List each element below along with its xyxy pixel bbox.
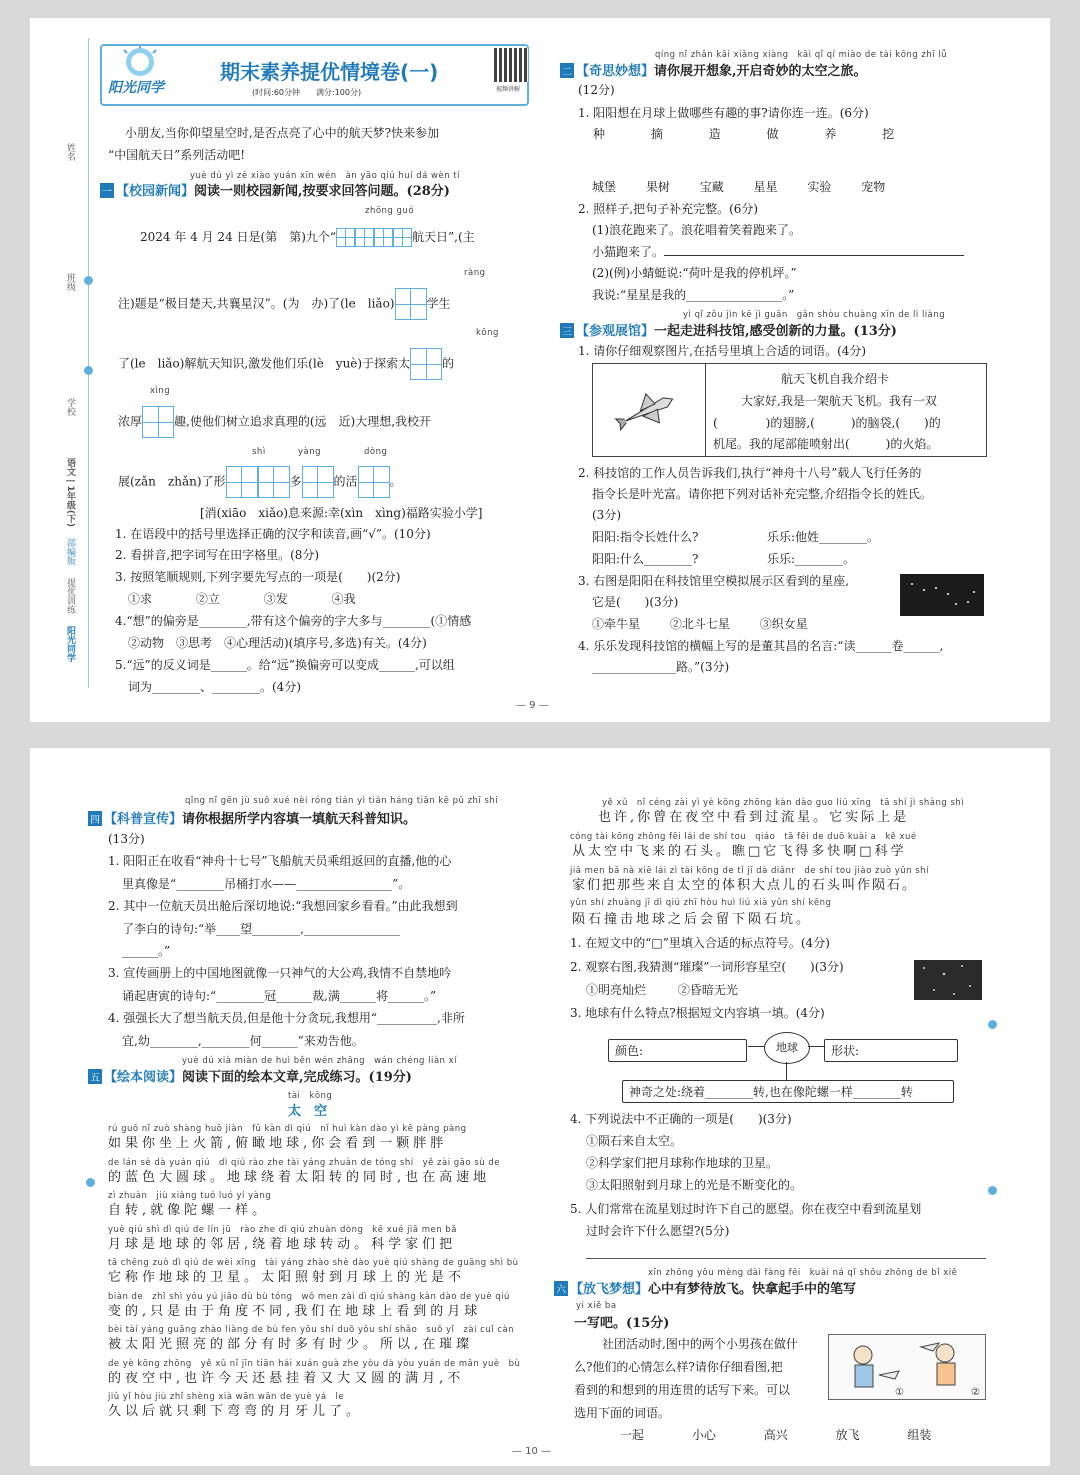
question-2-1: 1. 阳阳想在月球上做哪些有趣的事?请你连一连。(6分): [578, 106, 869, 120]
pinyin-yang: yàng: [298, 447, 322, 457]
svg-text:②: ②: [971, 1387, 980, 1398]
question-3-1: 1. 请你仔细观察图片,在括号里填上合适的词语。(4分): [578, 344, 867, 358]
verb-item[interactable]: 摘: [650, 127, 663, 141]
story-title: 太 空: [288, 1104, 328, 1119]
story-line: 月球是地球的邻居,绕着地球转动。科学家们把: [108, 1236, 457, 1252]
section5-heading: [88, 1066, 412, 1085]
card-line: ( )的翅膀,( )的脑袋,( )的: [713, 416, 941, 430]
connector-line: [786, 1062, 787, 1080]
pinyin-rang: ràng: [464, 268, 486, 278]
word-bank: [620, 1426, 931, 1443]
story-line: 如果你坐上火箭,俯瞰地球,你会看到一颗胖胖: [108, 1136, 448, 1151]
boys-flying-plane-image: [828, 1334, 986, 1400]
writing-prompt: 选用下面的词语。: [574, 1406, 671, 1420]
noun-item[interactable]: 城堡: [592, 180, 617, 194]
story-title-pinyin: tài kōng: [288, 1091, 333, 1101]
color-label: 颜色:: [615, 1044, 644, 1058]
word-option: 一起: [620, 1428, 645, 1442]
question-4-4-a: 4. 强强长大了想当航天员,但是他十分贪玩,我想用“__________,非所: [108, 1011, 465, 1025]
word-option: 放飞: [835, 1428, 860, 1442]
question-1-1: 1. 在语段中的括号里选择正确的汉字和读音,画“√”。(10分): [115, 527, 431, 541]
option[interactable]: ②北斗七星: [669, 617, 730, 631]
section5-pinyin: yuè dú xià miàn de huì běn wén zhāng wán chéng liàn xí: [182, 1056, 458, 1066]
news-line-1: [140, 228, 475, 247]
option[interactable]: ①陨石来自太空。: [586, 1134, 683, 1148]
punch-hole-dot: [988, 1020, 997, 1029]
space-shuttle-icon: [593, 364, 705, 456]
stars-icon: [900, 574, 984, 616]
question-3-3-a: 3. 右图是阳阳在科技馆里空模拟展示区看到的星座,: [578, 574, 850, 588]
story-line: 的蓝色大圆球。地球绕着太阳转的同时,也在高速地: [108, 1169, 491, 1185]
section2-pinyin: qíng nǐ zhǎn kāi xiǎng xiàng kāi qǐ qí miào de tài kōng zhī lǚ: [655, 50, 948, 60]
binding-line: [88, 38, 89, 688]
option[interactable]: ①牵牛星: [592, 617, 641, 631]
magic-label: 神奇之处:绕着________转,也在像陀螺一样________转: [629, 1085, 913, 1099]
page-number: — 10 —: [512, 1446, 552, 1457]
story-pinyin: jiǔ yǐ hòu jiù zhǐ shèng xià wān wān de yuè yá le: [108, 1392, 345, 1402]
option[interactable]: ③织女星: [759, 617, 808, 631]
name-label: 姓名: [65, 143, 75, 161]
question-5-3: 3. 地球有什么特点?根据短文内容填一填。(4分): [570, 1006, 825, 1020]
section4-heading: [88, 808, 416, 827]
section4-score: (13分): [108, 832, 145, 846]
tianzige-box[interactable]: [393, 228, 412, 247]
section-title: 【科普宣传】: [104, 812, 183, 827]
qr-label: 视频讲解: [496, 86, 521, 93]
verb-item[interactable]: 种: [593, 127, 606, 141]
story-pinyin: rú guǒ nǐ zuò shàng huǒ jiàn fǔ kàn dì qiú nǐ huì kàn dào yì kē pàng pàng: [108, 1124, 467, 1134]
shuttle-image: [593, 364, 706, 456]
school-label: 学校: [65, 398, 75, 416]
option[interactable]: ①明亮灿烂: [586, 983, 647, 997]
story-line: 自转,就像陀螺一样。: [108, 1203, 270, 1218]
news-text: 航天日”,(主: [412, 230, 475, 244]
story-line: 的夜空中,也许今天还悬挂着又大又圆的满月,不: [108, 1370, 465, 1386]
subject-label: 语文 | 1年级(下): [65, 458, 75, 528]
sentence-stem: 小猫跑来了。: [592, 245, 665, 259]
news-line-4: [118, 406, 431, 438]
question-3-4-b: ______________路。”(3分): [592, 660, 730, 674]
page-10: [30, 748, 1050, 1466]
section-instruction: 请你根据所学内容填一填航天科普知识。: [182, 812, 417, 827]
verb-item[interactable]: 挖: [882, 127, 895, 141]
product-label: 阳光同学: [65, 626, 75, 662]
section3-heading: [560, 320, 897, 339]
q3-options: [128, 590, 356, 607]
question-1-4-a: 4.“想”的偏旁是________,带有这个偏旁的字大多与________(①情感: [115, 614, 472, 628]
story-line: 也许,你曾在夜空中看到过流星。它实际上是: [598, 810, 910, 825]
connect-bottom-row: [592, 178, 885, 195]
intro-line-1: 小朋友,当你仰望星空时,是否点亮了心中的航天梦?快来参加: [125, 126, 440, 140]
earth-shape-box[interactable]: [824, 1039, 958, 1062]
question-4-4-b: 宜,幼________,________何______”来劝告他。: [122, 1034, 364, 1048]
section-number: 五: [88, 1069, 102, 1084]
option[interactable]: ③发: [263, 592, 288, 606]
word-option: 高兴: [763, 1428, 788, 1442]
answer-line[interactable]: [664, 255, 964, 256]
section1-pinyin: yuè dú yì zé xiào yuán xīn wén àn yāo qiú huí dá wèn tí: [190, 171, 460, 181]
connector-line: [808, 1046, 824, 1047]
section2-heading: [560, 60, 867, 79]
section-title: 【奇思妙想】: [576, 64, 655, 79]
news-text: 2024 年 4 月 24 日是(第 第)九个“: [140, 230, 337, 244]
story-pinyin: zì zhuàn jiù xiàng tuó luó yí yàng: [108, 1191, 272, 1201]
writing-prompt: 看到的和想到的用连贯的话写下来。可以: [574, 1383, 791, 1397]
exam-title: 期末素养提优情境卷(一): [220, 60, 439, 84]
section6-instruction-2: 一写吧。(15分): [574, 1316, 670, 1331]
binding-margin: [30, 18, 92, 722]
question-4-1-b: 里真像是“________吊桶打水——________________”。: [122, 877, 411, 891]
question-1-3: 3. 按照笔顺规则,下列字要先写点的一项是( )(2分): [115, 570, 401, 584]
tianzige-box[interactable]: [142, 406, 174, 438]
question-5-5-b: 过时会许下什么愿望?(5分): [586, 1224, 730, 1238]
section-number: 二: [560, 63, 574, 78]
tianzige-box[interactable]: [358, 466, 390, 498]
section-title: 【校园新闻】: [116, 184, 195, 199]
tianzige-box[interactable]: [302, 466, 334, 498]
section1-heading: [100, 180, 450, 199]
question-4-3-a: 3. 宣传画册上的中国地图就像一只神气的大公鸡,我情不自禁地吟: [108, 966, 452, 980]
news-line-3: [118, 348, 454, 380]
question-2-2: 2. 照样子,把句子补充完整。(6分): [578, 202, 759, 216]
news-text: 多: [289, 474, 302, 489]
section-number: 四: [88, 811, 102, 826]
news-line-5: [118, 466, 402, 498]
option[interactable]: ③太阳照射到月球上的光是不断变化的。: [586, 1178, 803, 1192]
page-number: — 9 —: [516, 700, 549, 711]
question-4-2-c: ______。”: [122, 944, 171, 958]
constellation-image: [900, 574, 984, 616]
news-source: [消(xiāo xiǎo)息来源:幸(xìn xìng)福路实验小学]: [200, 506, 483, 520]
question-3-2-b: 指令长是叶光富。请你把下列对话补充完整,介绍指令长的姓氏。: [592, 487, 932, 501]
example-sentence-2: (2)(例)小蜻蜓说:“荷叶是我的停机坪。”: [592, 266, 797, 280]
section-instruction: 一起走进科技馆,感受创新的力量。(13分): [654, 324, 897, 339]
stars-icon: [914, 960, 982, 1000]
story-pinyin: de lán sè dà yuán qiú dì qiú rào zhe tài yáng zhuàn de tóng shí yě zài gāo sù de: [108, 1157, 500, 1168]
question-1-5-a: 5.“远”的反义词是______。给“远”换偏旁可以变成______,可以组: [115, 658, 455, 672]
exam-subtitle: (时间:60分钟 满分:100分): [252, 88, 362, 97]
question-5-1: 1. 在短文中的“□”里填入合适的标点符号。(4分): [570, 936, 830, 950]
punch-hole-dot: [86, 1178, 95, 1187]
story-pinyin: yě xǔ nǐ céng zài yì yè kōng zhōng kàn dào guo liú xīng tā shí jì shàng shì: [602, 798, 965, 808]
news-text: 学生: [426, 296, 451, 311]
story-pinyin: yǔn shí zhuàng jī dì qiú zhī hòu huì liú xià yǔn shí kēng: [570, 898, 832, 908]
word-option: 组装: [907, 1428, 932, 1442]
tianzige-box[interactable]: [258, 466, 290, 498]
question-5-5-a: 5. 人们常常在流星划过时许下自己的愿望。你在夜空中看到流星划: [570, 1202, 922, 1216]
question-5-4: 4. 下列说法中不正确的一项是( )(3分): [570, 1112, 792, 1126]
shuttle-intro-card: [592, 363, 987, 457]
section3-pinyin: yì qǐ zǒu jìn kē jì guǎn gǎn shòu chuàng xīn de lì liàng: [683, 310, 946, 320]
earth-magic-box[interactable]: [622, 1080, 954, 1103]
section-title: 【参观展馆】: [576, 324, 655, 339]
connector-line: [748, 1046, 764, 1047]
tianzige-box[interactable]: [226, 466, 258, 498]
section-instruction: 请你展开想象,开启奇妙的太空之旅。: [654, 64, 867, 79]
series-label: 提优训练: [65, 578, 75, 614]
section-title: 【绘本阅读】: [104, 1070, 183, 1085]
card-line: 大家好,我是一架航天飞机。我有一双: [741, 394, 937, 408]
noun-item[interactable]: 果树: [645, 180, 670, 194]
earth-color-box[interactable]: [608, 1039, 747, 1062]
punch-hole-dot: [84, 276, 93, 285]
verb-item[interactable]: 造: [708, 127, 721, 141]
option[interactable]: ②立: [195, 592, 220, 606]
section6-pinyin-2: yi xiě ba: [576, 1301, 617, 1311]
story-line: 家们把那些来自太空的体积大点儿的石头叫作陨石。: [572, 878, 918, 893]
news-text: 浓厚: [118, 414, 143, 429]
pinyin-dong: dòng: [364, 447, 388, 457]
story-pinyin: biàn de zhǐ shì yóu yú jiǎo dù bù tóng wǒ men zài dì qiú shàng kàn dào de yuè qiú: [108, 1291, 510, 1302]
story-pinyin: yuè qiú shì dì qiú de lín jū rào zhe dì qiú zhuàn dòng kē xué jiā men bǎ: [108, 1224, 457, 1235]
class-label: 班级: [65, 273, 75, 291]
story-line: 从太空中飞来的石头。瞧□它飞得多快啊□科学: [572, 844, 907, 859]
writing-prompt: 么?他们的心情怎么样?请你仔细看图,把: [574, 1360, 783, 1374]
news-text: 注)题是“极目楚天,共襄星汉”。(为 办)了(le liǎo): [118, 296, 395, 311]
starry-sky-image: [914, 960, 982, 1000]
section6-pinyin: xīn zhōng yǒu mèng dài fàng fēi kuài ná qǐ shǒu zhōng de bǐ xiě: [648, 1268, 958, 1278]
section-number: 六: [554, 1281, 568, 1296]
question-3-4-a: 4. 乐乐发现科技馆的横幅上写的是董其昌的名言:“读______卷______,: [578, 639, 944, 653]
option[interactable]: ②科学家们把月球称作地球的卫星。: [586, 1156, 779, 1170]
option[interactable]: ①求: [128, 592, 153, 606]
dialog-line: 乐乐:________。: [767, 552, 856, 566]
punch-hole-dot: [84, 366, 93, 375]
story-line: 陨石撞击地球之后会留下陨石坑。: [572, 912, 813, 927]
story-line: 久以后就只剩下弯弯的月牙儿了。: [108, 1404, 364, 1419]
news-text: 的活: [333, 474, 358, 489]
punch-hole-dot: [988, 1186, 997, 1195]
news-text: 趣,使他们树立追求真理的(远 近)大理想,我校开: [174, 414, 432, 429]
story-line: 变的,只是由于角度不同,我们在地球上看到的月球: [108, 1303, 482, 1319]
story-pinyin: jiā men bǎ nà xiē lái zì tài kōng de tǐ jī dà diǎnr de shí tou jiào zuò yǔn shí: [570, 866, 929, 876]
tianzige-box[interactable]: [336, 228, 355, 247]
tianzige-box[interactable]: [395, 288, 427, 320]
section-instruction: 阅读一则校园新闻,按要求回答问题。(28分): [194, 184, 450, 199]
answer-line[interactable]: [586, 1258, 986, 1259]
tianzige-box[interactable]: [410, 348, 442, 380]
card-line: 机尾。我的尾部能喷射出( )的火焰。: [713, 437, 939, 451]
pinyin-shi: shì: [252, 447, 266, 457]
news-text: 。: [389, 474, 402, 489]
section-number: 三: [560, 323, 574, 338]
word-option: 小心: [691, 1428, 716, 1442]
story-line: 被太阳光照亮的部分有时多有时少。所以,在璀璨: [108, 1337, 474, 1352]
dialog-line: 乐乐:他姓________。: [767, 530, 880, 544]
verb-item[interactable]: 做: [766, 127, 779, 141]
question-3-3-b: 它是( )(3分): [592, 595, 679, 609]
question-3-2-c: (3分): [592, 508, 621, 522]
pinyin-xing: xìng: [150, 386, 171, 396]
dialog-line: 阳阳:什么________?: [592, 552, 699, 566]
card-title: 航天飞机自我介绍卡: [781, 372, 890, 386]
question-5-2: 2. 观察右图,我猜测“璀璨”一词形容星空( )(3分): [570, 960, 844, 974]
noun-item[interactable]: 实验: [807, 180, 832, 194]
qr-code-icon[interactable]: [494, 48, 528, 82]
edition-label: 部编版: [65, 538, 75, 565]
noun-item[interactable]: 星星: [753, 180, 778, 194]
story-pinyin: cóng tài kōng zhōng fēi lái de shí tou qiáo tā fēi de duō kuài a kě xué: [570, 832, 917, 842]
kids-illustration-icon: [829, 1335, 985, 1399]
question-1-4-b: ②动物 ③思考 ④心理活动)(填序号,多选)有关。(4分): [128, 636, 427, 650]
story-pinyin: bèi tài yáng guāng zhào liàng de bù fen yǒu shí duō yǒu shí shǎo suǒ yǐ zài cuǐ càn: [108, 1325, 515, 1335]
option[interactable]: ④我: [331, 592, 356, 606]
story-line: 它称作地球的卫星。太阳照射到月球上的光是不: [108, 1270, 466, 1285]
page-9: [30, 18, 1050, 722]
noun-item[interactable]: 宠物: [861, 180, 886, 194]
section-instruction: 心中有梦待放飞。快拿起手中的笔写: [648, 1282, 857, 1297]
earth-circle: 地球: [764, 1032, 810, 1064]
question-4-1-a: 1. 阳阳正在收看“神舟十七号”飞船航天员乘组返回的直播,他的心: [108, 854, 452, 868]
question-1-5-b: 词为________、________。(4分): [128, 680, 301, 694]
story-pinyin: de yè kōng zhōng yě xǔ nǐ jīn tiān hái xuán guà zhe yòu dà yòu yuán de mǎn yuè bù: [108, 1358, 521, 1369]
news-text: 的: [442, 356, 455, 371]
news-line-2: [118, 288, 451, 320]
section-number: 一: [100, 183, 114, 198]
writing-prompt: 社团活动时,图中的两个小男孩在做什: [602, 1337, 798, 1351]
connect-top-row: [593, 125, 894, 142]
section-instruction: 阅读下面的绘本文章,完成练习。(19分): [182, 1070, 412, 1085]
example-sentence: (1)浪花跑来了。浪花唱着笑着跑来了。: [592, 223, 801, 237]
question-4-3-b: 诵起唐寅的诗句:“________冠______裁,满______将______。”: [122, 989, 437, 1003]
q5-2-options: [586, 981, 738, 998]
noun-item[interactable]: 宝藏: [699, 180, 724, 194]
fill-sentence-2: 我说:“星星是我的________________。”: [592, 288, 795, 302]
section4-pinyin: qǐng nǐ gēn jù suǒ xué nèi róng tián yì tián háng tiān kē pǔ zhī shi: [185, 796, 499, 806]
tianzige-box[interactable]: [374, 228, 393, 247]
pinyin-zhongguo: zhōng guó: [365, 206, 415, 216]
news-text: 了(le liǎo)解航天知识,激发他们乐(lè yuè)于探索太: [118, 356, 411, 371]
section-title: 【放飞梦想】: [570, 1282, 649, 1297]
intro-line-2: “中国航天日”系列活动吧!: [108, 148, 246, 162]
section2-score: (12分): [578, 83, 615, 97]
option[interactable]: ②昏暗无光: [677, 983, 738, 997]
section6-heading: [554, 1278, 856, 1297]
logo-text: 阳光同学: [108, 80, 164, 96]
question-3-2-a: 2. 科技馆的工作人员告诉我们,执行“神舟十八号”载人飞行任务的: [578, 466, 922, 480]
question-4-2-b: 了李白的诗句:“举____望________,________________: [122, 922, 400, 936]
shape-label: 形状:: [831, 1044, 860, 1058]
fill-sentence: [592, 243, 964, 260]
dialog-line: 阳阳:指令长姓什么?: [592, 530, 699, 544]
news-text: 展(zǎn zhǎn)了形: [118, 474, 226, 489]
question-4-2-a: 2. 其中一位航天员出舱后深切地说:“我想回家乡看看。”由此我想到: [108, 899, 458, 913]
question-1-2: 2. 看拼音,把字词写在田字格里。(8分): [115, 548, 320, 562]
sunshine-logo-icon: [102, 42, 180, 102]
verb-item[interactable]: 养: [824, 127, 837, 141]
exam-header: [100, 44, 529, 106]
q3-3-options: [592, 615, 808, 632]
story-pinyin: tā chēng zuò dì qiú de wèi xīng tài yáng zhào shè dào yuè qiú shàng de guāng shì bù: [108, 1258, 519, 1268]
pinyin-kong: kōng: [476, 328, 499, 338]
tianzige-box[interactable]: [355, 228, 374, 247]
svg-text:①: ①: [895, 1387, 904, 1398]
